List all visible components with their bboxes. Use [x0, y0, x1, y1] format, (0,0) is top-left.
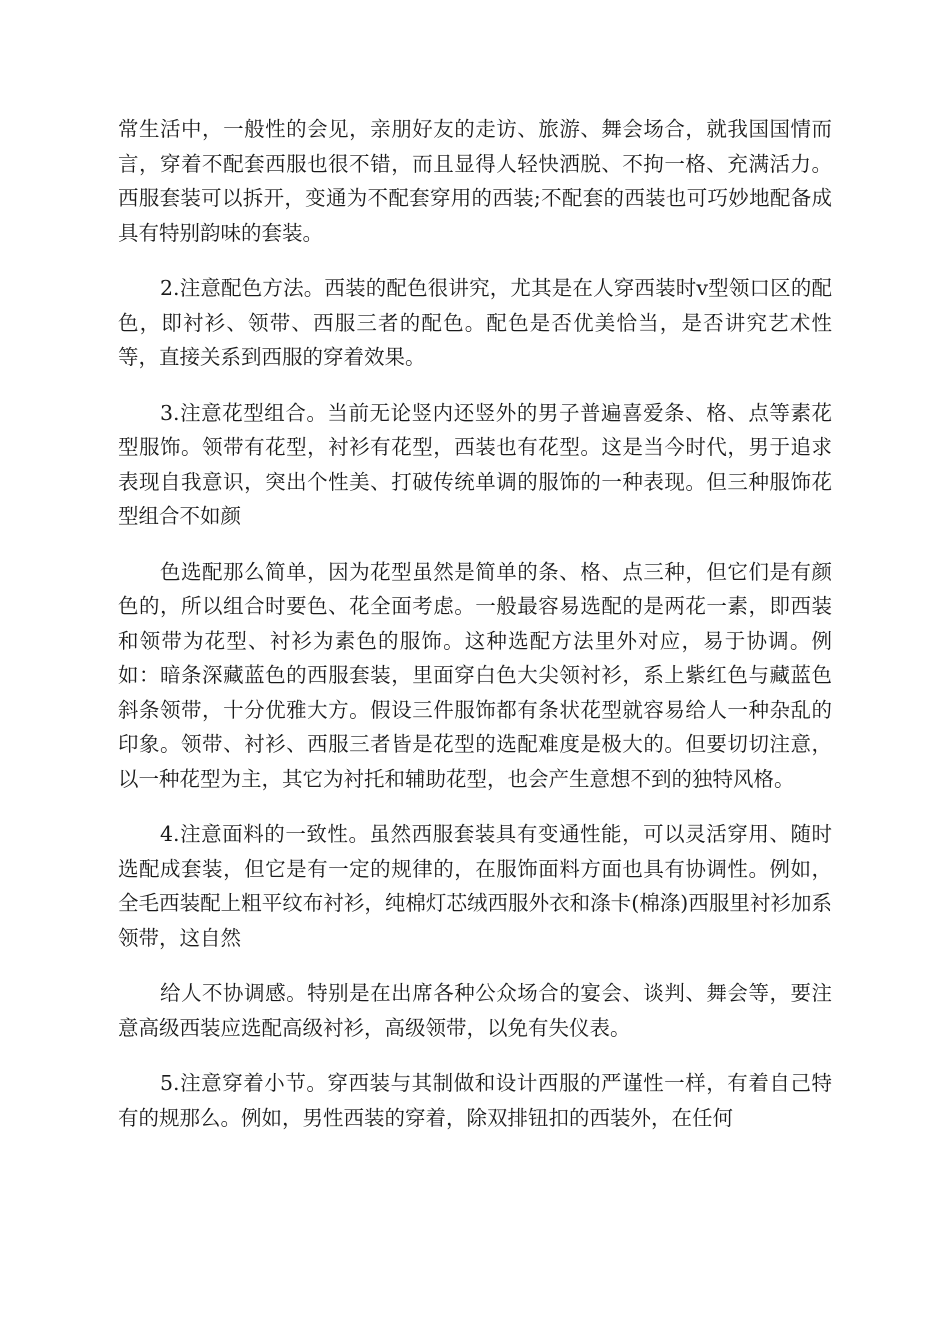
paragraph-6: 给人不协调感。特别是在出席各种公众场合的宴会、谈判、舞会等，要注意高级西装应选配高级衬衫，高级领带，以免有失仪表。 [118, 981, 832, 1040]
paragraph-7: 5.注意穿着小节。穿西装与其制做和设计西服的严谨性一样，有着自己特有的规那么。例如，男性西装的穿着，除双排钮扣的西装外，在任何 [118, 1071, 832, 1130]
paragraph-1: 常生活中，一般性的会见，亲朋好友的走访、旅游、舞会场合，就我国国情而言，穿着不配套西服也很不错，而且显得人轻快洒脱、不拘一格、充满活力。西服套装可以拆开，变通为不配套穿用的西装;不配套的西装也可巧妙地配备成具有特别韵味的套装。 [118, 117, 832, 245]
paragraph-4: 色选配那么简单，因为花型虽然是简单的条、格、点三种，但它们是有颜色的，所以组合时要色、花全面考虑。一般最容易选配的是两花一素，即西装和领带为花型、衬衫为素色的服饰。这种选配方法里外对应，易于协调。例如：暗条深藏蓝色的西服套装，里面穿白色大尖领衬衫，系上紫红色与藏蓝色斜条领带，十分优雅大方。假设三件服饰都有条状花型就容易给人一种杂乱的印象。领带、衬衫、西服三者皆是花型的选配难度是极大的。但要切切注意，以一种花型为主，其它为衬托和辅助花型，也会产生意想不到的独特风格。 [118, 559, 832, 791]
paragraph-5: 4.注意面料的一致性。虽然西服套装具有变通性能，可以灵活穿用、随时选配成套装，但它是有一定的规律的，在服饰面料方面也具有协调性。例如，全毛西装配上粗平纹布衬衫，纯棉灯芯绒西服外衣和涤卡(棉涤)西服里衬衫加系领带，这自然 [118, 822, 832, 950]
paragraph-2: 2.注意配色方法。西装的配色很讲究，尤其是在人穿西装时v型领口区的配色，即衬衫、领带、西服三者的配色。配色是否优美恰当，是否讲究艺术性等，直接关系到西服的穿着效果。 [118, 276, 832, 369]
paragraph-3: 3.注意花型组合。当前无论竖内还竖外的男子普遍喜爱条、格、点等素花型服饰。领带有花型，衬衫有花型，西装也有花型。这是当今时代，男于追求表现自我意识，突出个性美、打破传统单调的服饰的一种表现。但三种服饰花型组合不如颜 [118, 400, 832, 528]
